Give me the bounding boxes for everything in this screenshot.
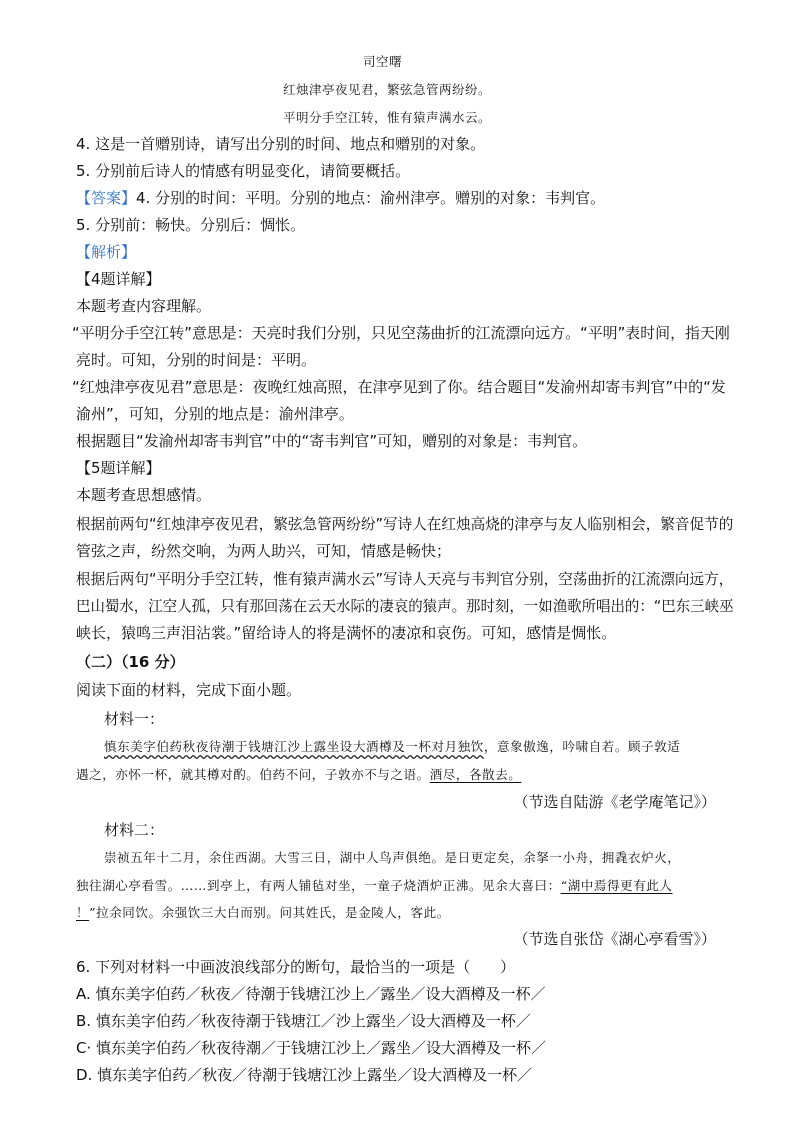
q4-detail-heading: 【4题详解】: [76, 270, 161, 288]
material-2-line-3-rest: ”拉余同饮。余强饮三大白而别。问其姓氏，是金陵人，客此。: [89, 905, 450, 920]
poem-line-1: 红烛津亭夜见君，繁弦急管两纷纷。: [283, 82, 492, 97]
question-4: 4. 这是一首赠别诗，请写出分别的时间、地点和赠别的对象。: [76, 135, 486, 153]
answer-tag: 【答案】: [76, 189, 137, 207]
material-1-source: （节选自陆游《老学庵笔记》）: [513, 793, 716, 811]
q5-detail-line: 管弦之声，纷然交响，为两人助兴，可知，情感是畅快；: [76, 542, 452, 560]
answer-4-text: 4. 分别的时间：平明。分别的地点：渝州津亭。赠别的对象：韦判官。: [136, 189, 606, 207]
material-1-line-1-rest: ，意象傲逸，吟啸自若。顾子敦适: [483, 739, 681, 754]
poem-author: 司空曙: [363, 54, 403, 69]
question-6-stem: 6. 下列对材料一中画波浪线部分的断句，最恰当的一项是（ ）: [76, 958, 516, 976]
underlined-quote: “湖中焉得更有此人: [560, 878, 673, 893]
answer-line-5: 5. 分别前：畅快。分别后：惆怅。: [76, 216, 306, 234]
material-2-label: 材料二：: [104, 821, 165, 839]
q5-detail-line: 根据前两句“红烛津亭夜见君，繁弦急管两纷纷”写诗人在红烛高烧的津亭与友人临别相会，繁音促节的: [76, 515, 734, 533]
option-a: A. 慎东美字伯药／秋夜／待潮于钱塘江沙上／露坐／设大酒樽及一杯／: [76, 985, 546, 1003]
material-1-line-1: [104, 737, 680, 757]
wavy-underlined-passage: 慎东美字伯药秋夜待潮于钱塘江沙上露坐设大酒樽及一杯对月独饮: [104, 739, 484, 754]
option-b: B. 慎东美字伯药／秋夜待潮于钱塘江／沙上露坐／设大酒樽及一杯／: [76, 1012, 531, 1030]
option-c: C· 慎东美字伯药／秋夜待潮／于钱塘江沙上／露坐／设大酒樽及一杯／: [76, 1039, 547, 1057]
material-2-source: （节选自张岱《湖心亭看雪》）: [513, 930, 716, 948]
section-2-title: （二）（16 分）: [76, 653, 185, 671]
q5-detail-heading: 【5题详解】: [76, 459, 161, 477]
material-2-line-1: 崇祯五年十二月，余住西湖。大雪三日，湖中人鸟声俱绝。是日更定矣，余拏一小舟，拥毳衣炉火，: [104, 850, 681, 865]
analysis-tag: 【解析】: [76, 243, 137, 261]
poem-line-2: 平明分手空江转，惟有猿声满水云。: [283, 110, 492, 125]
material-1-line-2: [76, 765, 521, 785]
q5-detail-line: 峡长，猿鸣三声泪沾裳。”留给诗人的将是满怀的凄凉和哀伤。可知，感情是惆怅。: [76, 624, 617, 642]
q4-detail-line: “红烛津亭夜见君”意思是：夜晚红烛高照，在津亭见到了你。结合题目“发渝州却寄韦判官”中的“发: [72, 378, 726, 396]
q4-detail-line: 渝州”，可知，分别的地点是：渝州津亭。: [76, 405, 354, 423]
q5-detail-line: 本题考查思想感情。: [76, 486, 212, 504]
q4-detail-line: “平明分手空江转”意思是：天亮时我们分别，只见空荡曲折的江流漂向远方。“平明”表时间，指天刚: [72, 324, 730, 342]
q4-detail-line: 亮时。可知，分别的时间是：平明。: [76, 351, 317, 369]
underlined-phrase: 酒尽，各散去。: [429, 767, 522, 782]
material-1-line-2-main: 遇之，亦怀一杯，就其樽对酌。伯药不问，子敦亦不与之语。: [76, 767, 430, 782]
material-2-line-2: [76, 876, 673, 896]
option-d: D. 慎东美字伯药／秋夜／待潮于钱塘江沙上露坐／设大酒樽及一杯／: [76, 1066, 533, 1084]
q4-detail-line: 本题考查内容理解。: [76, 297, 212, 315]
underlined-quote-end: ！: [76, 905, 90, 920]
question-5: 5. 分别前后诗人的情感有明显变化，请简要概括。: [76, 162, 411, 180]
material-2-line-2-main: 独往湖心亭看雪。……到亭上，有两人铺毡对坐，一童子烧酒炉正沸。见余大喜曰：: [76, 878, 561, 893]
answer-line-4: [76, 188, 605, 208]
q5-detail-line: 根据后两句“平明分手空江转，惟有猿声满水云”写诗人天亮与韦判官分别，空荡曲折的江流漂向远方，: [76, 570, 734, 588]
q4-detail-line: 根据题目“发渝州却寄韦判官”中的“寄韦判官”可知，赠别的对象是：韦判官。: [76, 432, 588, 450]
material-2-line-3: [76, 903, 450, 923]
section-2-instruction: 阅读下面的材料，完成下面小题。: [76, 681, 302, 699]
q5-detail-line: 巴山蜀水，江空人孤，只有那回荡在云天水际的凄哀的猿声。那时刻，一如渔歌所唱出的：“巴东三峡巫: [76, 597, 734, 615]
material-1-label: 材料一：: [104, 710, 165, 728]
